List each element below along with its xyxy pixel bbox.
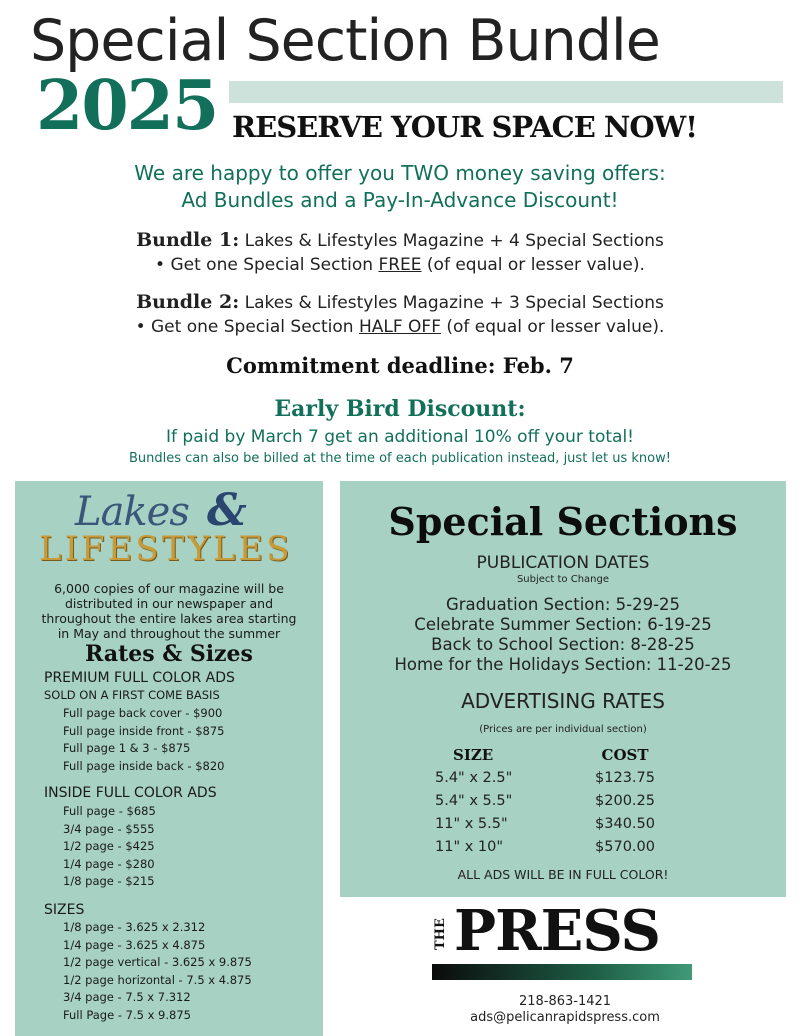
advertising-rates-heading: ADVERTISING RATES xyxy=(461,689,665,713)
list-item: Full page inside front - $875 xyxy=(63,723,225,738)
decorative-band xyxy=(229,81,783,103)
rate-size: 11" x 10" xyxy=(435,838,504,855)
rate-table-header xyxy=(435,743,705,766)
bundle-1-label: Bundle 1: xyxy=(136,229,240,251)
list-item: 1/4 page - $280 xyxy=(63,856,155,871)
magazine-desc-line: 6,000 copies of our magazine will be xyxy=(54,581,284,596)
premium-subheading: SOLD ON A FIRST COME BASIS xyxy=(44,688,220,702)
premium-list xyxy=(63,705,224,775)
rate-cost: $570.00 xyxy=(595,838,655,855)
early-bird-title: Early Bird Discount: xyxy=(274,396,526,422)
bundle-2 xyxy=(0,290,800,339)
list-item: 1/8 page - 3.625 x 2.312 xyxy=(63,920,206,934)
list-item: Home for the Holidays Section: 11-20-25 xyxy=(394,655,732,674)
per-section-note: (Prices are per individual section) xyxy=(479,724,647,735)
list-item: 3/4 page - $555 xyxy=(63,821,155,836)
section-dates-list xyxy=(340,595,786,675)
table-row xyxy=(435,789,705,812)
logo-ampersand: & xyxy=(207,485,247,536)
list-item: 1/4 page - 3.625 x 4.875 xyxy=(63,937,206,952)
list-item: Full page 1 & 3 - $875 xyxy=(63,741,191,755)
size-column-header: SIZE xyxy=(453,745,494,764)
bundle-1-emph: FREE xyxy=(378,255,422,275)
magazine-desc-line: in May and throughout the summer xyxy=(57,626,281,641)
rate-size: 5.4" x 5.5" xyxy=(435,792,513,809)
press-name: PRESS xyxy=(454,898,660,964)
logo-lakes: Lakes xyxy=(75,489,189,535)
lakes-lifestyles-logo xyxy=(37,487,307,567)
commitment-deadline: Commitment deadline: Feb. 7 xyxy=(226,353,574,378)
list-item: Back to School Section: 8-28-25 xyxy=(431,635,695,654)
rate-cost: $340.50 xyxy=(595,815,655,832)
inside-heading: INSIDE FULL COLOR ADS xyxy=(44,785,217,801)
table-row xyxy=(435,766,705,789)
list-item: 1/2 page vertical - 3.625 x 9.875 xyxy=(63,955,252,969)
list-item: 3/4 page - 7.5 x 7.312 xyxy=(63,990,191,1004)
cost-column-header: COST xyxy=(601,745,649,764)
bundle-2-detail: • Get one Special Section xyxy=(135,317,359,337)
list-item: 1/8 page - $215 xyxy=(63,874,155,888)
bundle-2-detail-end: (of equal or lesser value). xyxy=(440,317,665,337)
bundle-1-text: Lakes & Lifestyles Magazine + 4 Special Sections xyxy=(239,231,664,251)
list-item: Graduation Section: 5-29-25 xyxy=(445,595,681,614)
bundle-1-detail-end: (of equal or lesser value). xyxy=(421,255,645,275)
special-sections-title: Special Sections xyxy=(388,499,738,544)
offer-text xyxy=(0,160,800,214)
bundle-2-label: Bundle 2: xyxy=(136,291,240,313)
magazine-desc-line: throughout the entire lakes area starting xyxy=(41,611,297,626)
page-title: Special Section Bundle xyxy=(30,8,660,74)
rate-table xyxy=(435,743,705,858)
rate-cost: $200.25 xyxy=(595,792,655,809)
logo-lifestyles: LIFESTYLES xyxy=(39,529,293,569)
offer-line-2: Ad Bundles and a Pay-In-Advance Discount! xyxy=(181,188,619,212)
premium-heading: PREMIUM FULL COLOR ADS xyxy=(44,670,235,686)
special-sections-panel xyxy=(340,481,786,897)
press-the-text: THE xyxy=(433,918,448,950)
sizes-list xyxy=(63,919,252,1024)
full-color-note: ALL ADS WILL BE IN FULL COLOR! xyxy=(457,867,669,882)
rates-sizes-title: Rates & Sizes xyxy=(85,641,253,667)
bundle-2-emph: HALF OFF xyxy=(358,317,441,337)
bundle-2-text: Lakes & Lifestyles Magazine + 3 Special Sections xyxy=(239,293,664,313)
list-item: Celebrate Summer Section: 6-19-25 xyxy=(414,615,712,634)
email-address[interactable]: ads@pelicanrapidspress.com xyxy=(470,1010,660,1025)
sizes-heading: SIZES xyxy=(44,902,85,918)
list-item: 1/2 page horizontal - 7.5 x 4.875 xyxy=(63,972,252,987)
bundle-1-detail: • Get one Special Section xyxy=(155,255,379,275)
magazine-panel xyxy=(15,481,323,1036)
press-logo-bar xyxy=(432,964,692,980)
contact-info xyxy=(420,994,710,1026)
early-bird-text: If paid by March 7 get an additional 10% off your total! xyxy=(166,427,634,447)
rate-size: 11" x 5.5" xyxy=(435,815,508,832)
rate-cost: $123.75 xyxy=(595,769,655,786)
table-row xyxy=(435,835,705,858)
publication-dates-heading: PUBLICATION DATES xyxy=(476,553,650,573)
table-row xyxy=(435,812,705,835)
list-item: 1/2 page - $425 xyxy=(63,839,155,853)
offer-line-1: We are happy to offer you TWO money saving offers: xyxy=(134,161,666,185)
inside-list xyxy=(63,803,156,891)
magazine-desc-line: distributed in our newspaper and xyxy=(64,596,274,611)
subject-to-change: Subject to Change xyxy=(516,574,610,585)
list-item: Full page - $685 xyxy=(63,804,156,818)
list-item: Full Page - 7.5 x 9.875 xyxy=(63,1007,191,1022)
phone-number: 218-863-1421 xyxy=(518,994,612,1009)
reserve-heading: RESERVE YOUR SPACE NOW! xyxy=(232,110,697,144)
list-item: Full page back cover - $900 xyxy=(63,706,223,720)
bundle-1 xyxy=(0,228,800,277)
early-bird-note: Bundles can also be billed at the time of each publication instead, just let us know! xyxy=(129,451,671,466)
rate-size: 5.4" x 2.5" xyxy=(435,769,513,786)
list-item: Full page inside back - $820 xyxy=(63,758,225,773)
year-heading: 2025 xyxy=(36,66,218,146)
magazine-description xyxy=(15,581,323,641)
the-press-logo xyxy=(432,898,694,984)
